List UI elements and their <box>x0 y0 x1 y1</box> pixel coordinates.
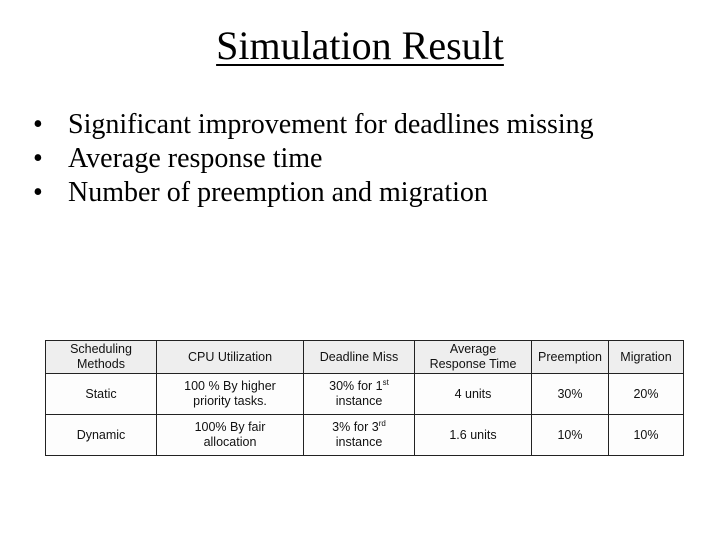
header-deadline-miss: Deadline Miss <box>304 341 415 374</box>
bullet-text: Average response time <box>68 143 323 174</box>
cell-cpu-utilization: 100% By fair allocation <box>157 415 304 456</box>
bullet-item <box>30 108 710 142</box>
results-table <box>45 340 684 456</box>
header-migration: Migration <box>609 341 684 374</box>
bullet-text: Number of preemption and migration <box>68 177 488 208</box>
cell-method: Dynamic <box>46 415 157 456</box>
table-header-row <box>46 341 684 374</box>
cell-deadline-miss: 30% for 1st instance <box>304 374 415 415</box>
bullet-dot-icon: • <box>33 109 43 140</box>
results-table-container <box>45 340 684 456</box>
table-row <box>46 415 684 456</box>
bullet-dot-icon: • <box>33 143 43 174</box>
cell-migration: 20% <box>609 374 684 415</box>
cell-preemption: 10% <box>532 415 609 456</box>
header-scheduling-methods: Scheduling Methods <box>46 341 157 374</box>
bullet-dot-icon: • <box>33 177 43 208</box>
table-row <box>46 374 684 415</box>
bullet-item <box>30 142 710 176</box>
slide-title-text: Simulation Result <box>216 23 504 68</box>
header-preemption: Preemption <box>532 341 609 374</box>
bullet-text: Significant improvement for deadlines missing <box>68 109 594 140</box>
cell-method: Static <box>46 374 157 415</box>
bullet-item <box>30 176 710 210</box>
cell-cpu-utilization: 100 % By higher priority tasks. <box>157 374 304 415</box>
cell-deadline-miss: 3% for 3rd instance <box>304 415 415 456</box>
header-average-response-time: Average Response Time <box>415 341 532 374</box>
cell-response-time: 4 units <box>415 374 532 415</box>
bullet-list <box>30 108 710 210</box>
cell-migration: 10% <box>609 415 684 456</box>
cell-response-time: 1.6 units <box>415 415 532 456</box>
slide-title <box>0 22 720 70</box>
cell-preemption: 30% <box>532 374 609 415</box>
header-cpu-utilization: CPU Utilization <box>157 341 304 374</box>
